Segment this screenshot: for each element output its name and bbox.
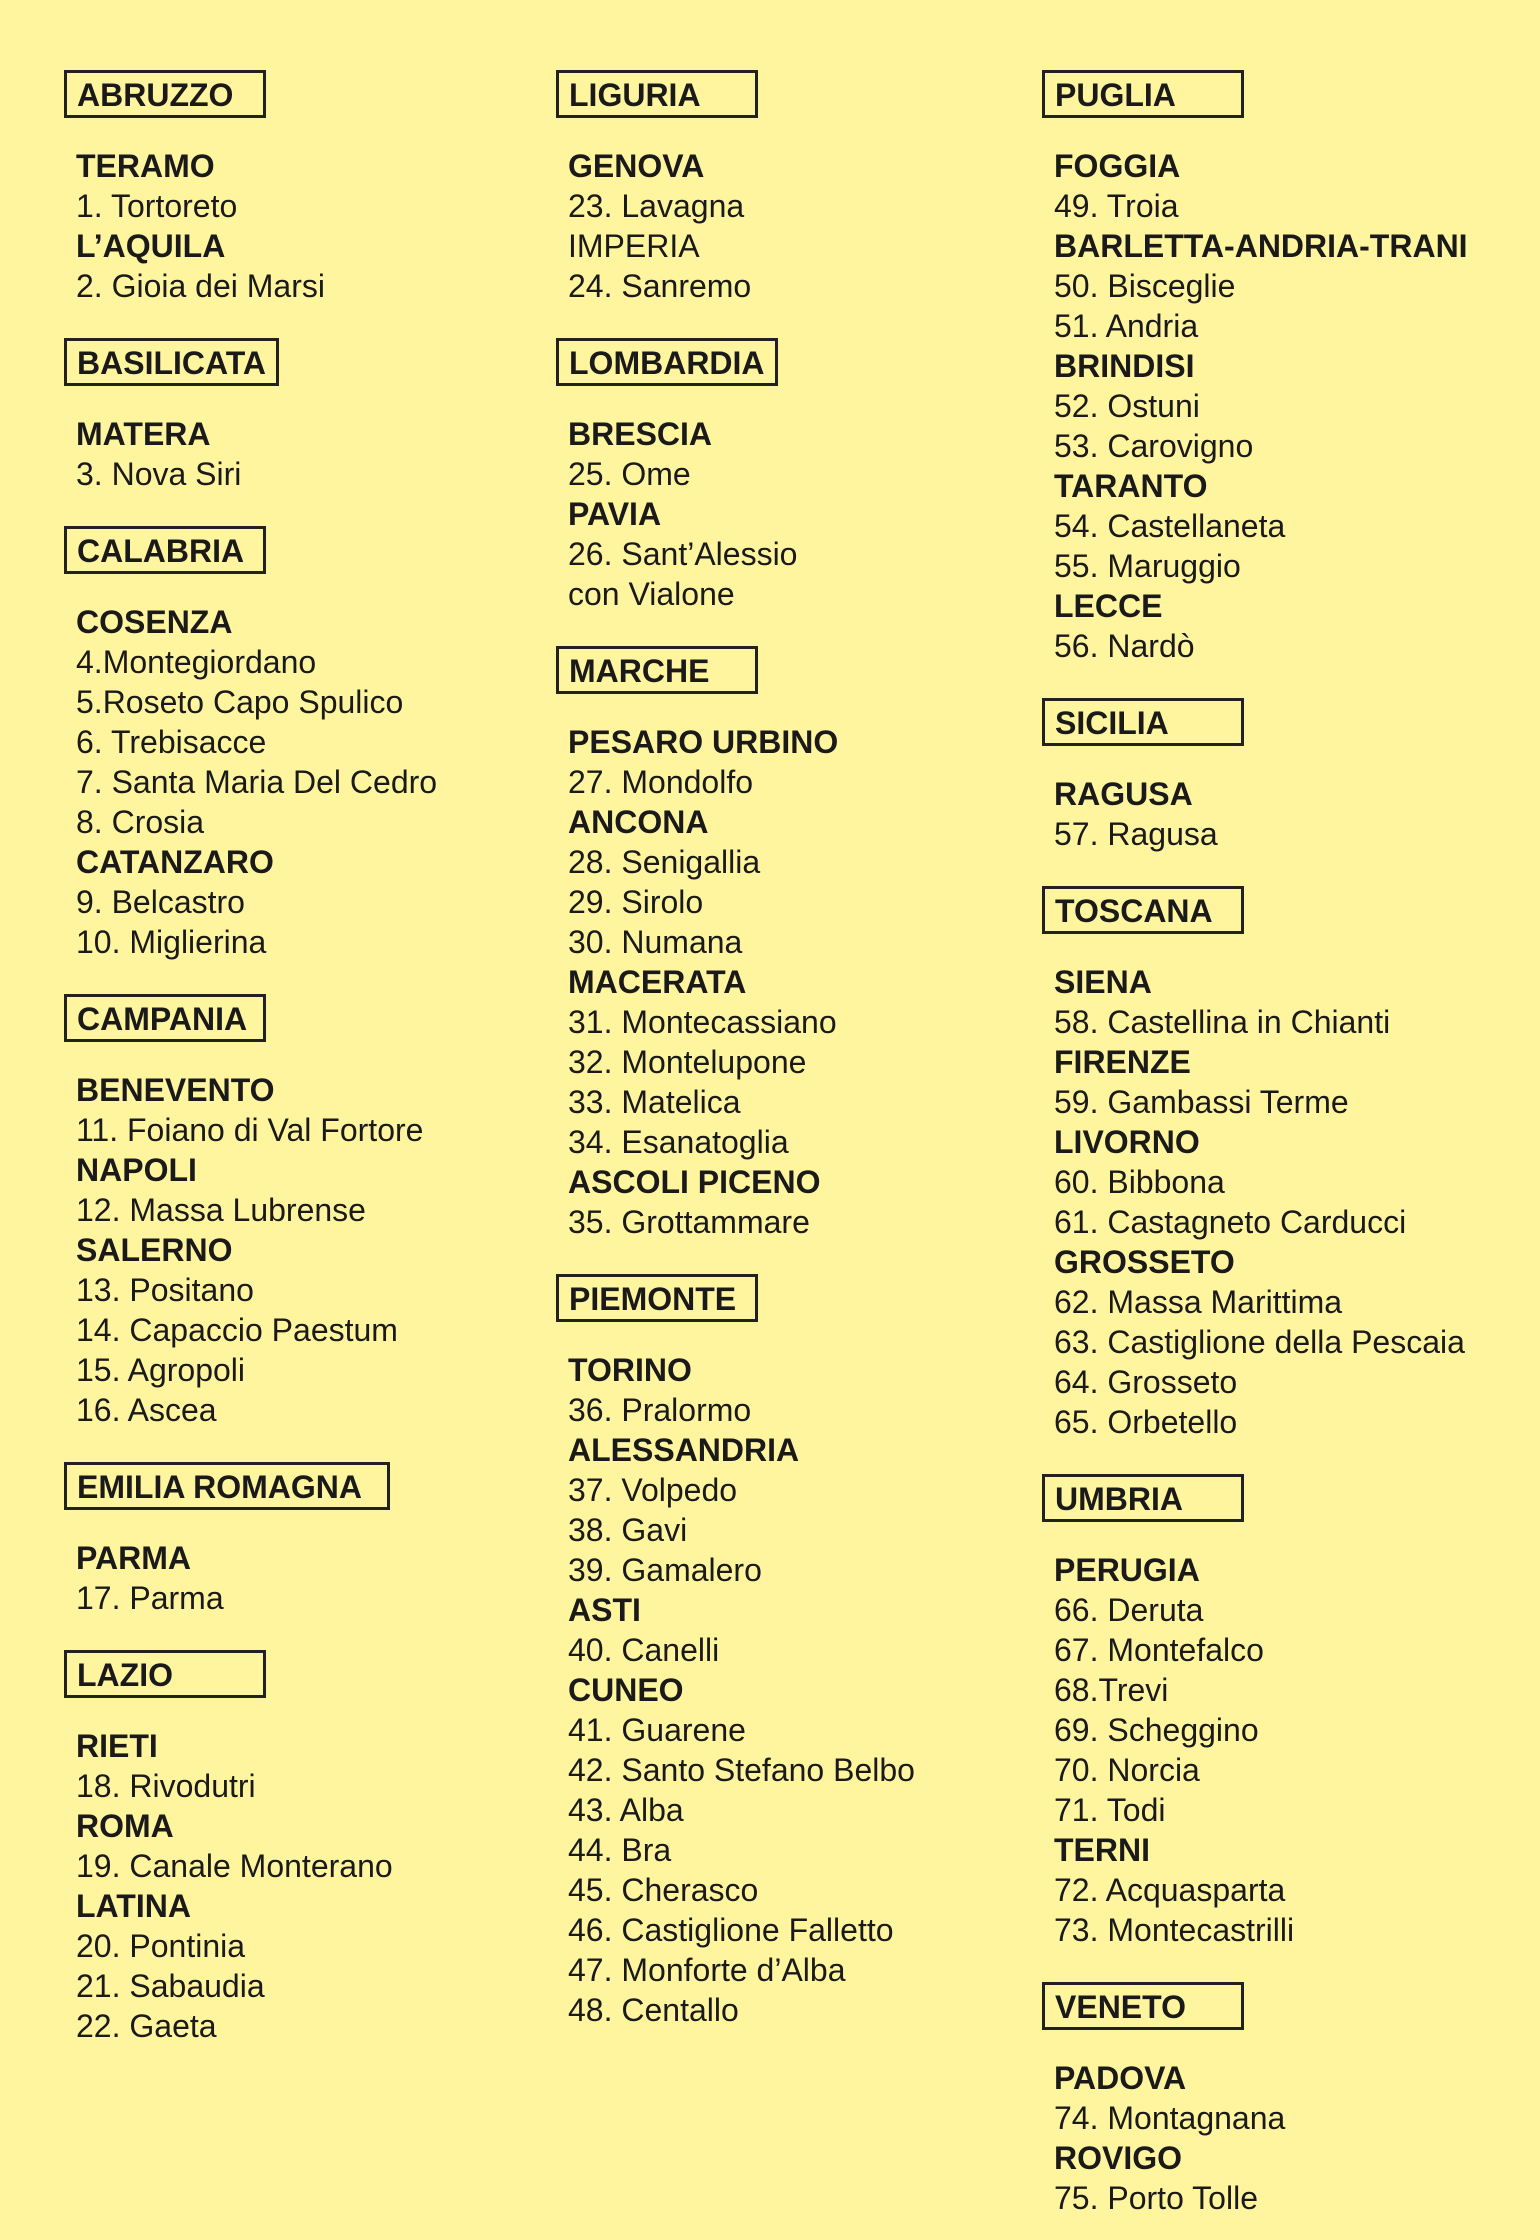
list-item: 6. Trebisacce <box>76 724 267 760</box>
region-lombardia <box>556 328 915 614</box>
region-heading: PIEMONTE <box>556 1274 758 1322</box>
list-item: 31. Montecassiano <box>568 1004 837 1040</box>
list-item: 18. Rivodutri <box>76 1768 256 1804</box>
list-item: 40. Canelli <box>568 1632 720 1668</box>
region-lazio <box>64 1640 437 2046</box>
list-item: 35. Grottammare <box>568 1204 810 1240</box>
province-heading: MATERA <box>76 416 211 452</box>
list-item: 9. Belcastro <box>76 884 245 920</box>
list-item: 5.Roseto Capo Spulico <box>76 684 404 720</box>
list-item: 14. Capaccio Paestum <box>76 1312 398 1348</box>
list-item: 8. Crosia <box>76 804 205 840</box>
list-item: 12. Massa Lubrense <box>76 1192 366 1228</box>
region-heading: BASILICATA <box>64 338 279 386</box>
province-heading: TERAMO <box>76 148 215 184</box>
column-right <box>1042 60 1468 2240</box>
region-toscana <box>1042 876 1468 1442</box>
list-item: 71. Todi <box>1054 1792 1166 1828</box>
column-left <box>64 60 437 2068</box>
province-heading: IMPERIA <box>568 228 700 264</box>
list-item: 49. Troia <box>1054 188 1179 224</box>
list-item: 54. Castellaneta <box>1054 508 1286 544</box>
province-heading: BENEVENTO <box>76 1072 275 1108</box>
list-item: 23. Lavagna <box>568 188 745 224</box>
province-heading: ROVIGO <box>1054 2140 1183 2176</box>
region-heading: UMBRIA <box>1042 1474 1244 1522</box>
province-heading: PESARO URBINO <box>568 724 839 760</box>
region-puglia <box>1042 60 1468 666</box>
list-item: 10. Miglierina <box>76 924 267 960</box>
province-heading: FIRENZE <box>1054 1044 1191 1080</box>
province-heading: BARLETTA-ANDRIA-TRANI <box>1054 228 1468 264</box>
list-item: 17. Parma <box>76 1580 224 1616</box>
region-marche <box>556 636 915 1242</box>
province-heading: SALERNO <box>76 1232 233 1268</box>
list-item: 19. Canale Monterano <box>76 1848 393 1884</box>
column-middle <box>556 60 915 2052</box>
region-heading: VENETO <box>1042 1982 1244 2030</box>
list-item: 30. Numana <box>568 924 743 960</box>
list-item: 24. Sanremo <box>568 268 752 304</box>
province-heading: ASCOLI PICENO <box>568 1164 821 1200</box>
region-liguria <box>556 60 915 306</box>
region-heading: EMILIA ROMAGNA <box>64 1462 390 1510</box>
list-item: 67. Montefalco <box>1054 1632 1264 1668</box>
list-item: 68.Trevi <box>1054 1672 1169 1708</box>
list-item: 20. Pontinia <box>76 1928 246 1964</box>
list-item: 28. Senigallia <box>568 844 761 880</box>
province-heading: RIETI <box>76 1728 158 1764</box>
province-heading: GROSSETO <box>1054 1244 1235 1280</box>
region-heading: ABRUZZO <box>64 70 266 118</box>
list-item: 69. Scheggino <box>1054 1712 1259 1748</box>
province-heading: TERNI <box>1054 1832 1150 1868</box>
region-heading: LOMBARDIA <box>556 338 778 386</box>
list-item: 27. Mondolfo <box>568 764 754 800</box>
list-item: 45. Cherasco <box>568 1872 759 1908</box>
list-item: 70. Norcia <box>1054 1752 1200 1788</box>
province-heading: CATANZARO <box>76 844 274 880</box>
list-item: 75. Porto Tolle <box>1054 2180 1258 2216</box>
province-heading: SIENA <box>1054 964 1152 1000</box>
province-heading: RAGUSA <box>1054 776 1193 812</box>
list-item: 1. Tortoreto <box>76 188 238 224</box>
list-item: 74. Montagnana <box>1054 2100 1286 2136</box>
list-item: con Vialone <box>568 576 735 612</box>
list-item: 25. Ome <box>568 456 691 492</box>
list-item: 53. Carovigno <box>1054 428 1254 464</box>
list-item: 47. Monforte d’Alba <box>568 1952 846 1988</box>
province-heading: CUNEO <box>568 1672 684 1708</box>
list-item: 13. Positano <box>76 1272 254 1308</box>
region-abruzzo <box>64 60 437 306</box>
list-item: 22. Gaeta <box>76 2008 217 2044</box>
province-heading: TORINO <box>568 1352 692 1388</box>
list-item: 52. Ostuni <box>1054 388 1200 424</box>
region-heading: TOSCANA <box>1042 886 1244 934</box>
region-piemonte <box>556 1264 915 2030</box>
list-item: 42. Santo Stefano Belbo <box>568 1752 915 1788</box>
list-item: 33. Matelica <box>568 1084 741 1120</box>
province-heading: COSENZA <box>76 604 233 640</box>
list-item: 48. Centallo <box>568 1992 739 2028</box>
region-umbria <box>1042 1464 1468 1950</box>
region-emilia-romagna <box>64 1452 437 1618</box>
region-heading: PUGLIA <box>1042 70 1244 118</box>
list-item: 60. Bibbona <box>1054 1164 1225 1200</box>
province-heading: LATINA <box>76 1888 191 1924</box>
list-item: 39. Gamalero <box>568 1552 762 1588</box>
region-heading: CAMPANIA <box>64 994 266 1042</box>
province-heading: NAPOLI <box>76 1152 197 1188</box>
list-item: 41. Guarene <box>568 1712 746 1748</box>
province-heading: LIVORNO <box>1054 1124 1200 1160</box>
region-basilicata <box>64 328 437 494</box>
region-heading: LIGURIA <box>556 70 758 118</box>
list-item: 55. Maruggio <box>1054 548 1241 584</box>
list-item: 15. Agropoli <box>76 1352 246 1388</box>
province-heading: LECCE <box>1054 588 1163 624</box>
list-item: 29. Sirolo <box>568 884 704 920</box>
list-item: 65. Orbetello <box>1054 1404 1238 1440</box>
list-item: 16. Ascea <box>76 1392 217 1428</box>
list-item: 62. Massa Marittima <box>1054 1284 1343 1320</box>
list-item: 61. Castagneto Carducci <box>1054 1204 1407 1240</box>
region-calabria <box>64 516 437 962</box>
list-item: 11. Foiano di Val Fortore <box>76 1112 424 1148</box>
list-item: 58. Castellina in Chianti <box>1054 1004 1391 1040</box>
province-heading: ALESSANDRIA <box>568 1432 800 1468</box>
list-item: 46. Castiglione Falletto <box>568 1912 894 1948</box>
list-item: 59. Gambassi Terme <box>1054 1084 1349 1120</box>
province-heading: PERUGIA <box>1054 1552 1200 1588</box>
list-item: 34. Esanatoglia <box>568 1124 789 1160</box>
province-heading: ROMA <box>76 1808 174 1844</box>
province-heading: BRINDISI <box>1054 348 1195 384</box>
region-veneto <box>1042 1972 1468 2218</box>
list-item: 7. Santa Maria Del Cedro <box>76 764 438 800</box>
list-item: 21. Sabaudia <box>76 1968 265 2004</box>
list-item: 63. Castiglione della Pescaia <box>1054 1324 1465 1360</box>
province-heading: BRESCIA <box>568 416 713 452</box>
list-item: 64. Grosseto <box>1054 1364 1238 1400</box>
province-heading: PAVIA <box>568 496 662 532</box>
list-item: 72. Acquasparta <box>1054 1872 1286 1908</box>
list-item: 43. Alba <box>568 1792 684 1828</box>
province-heading: PADOVA <box>1054 2060 1187 2096</box>
province-heading: FOGGIA <box>1054 148 1181 184</box>
region-heading: SICILIA <box>1042 698 1244 746</box>
province-heading: L’AQUILA <box>76 228 226 264</box>
province-heading: ANCONA <box>568 804 709 840</box>
region-heading: CALABRIA <box>64 526 266 574</box>
region-heading: LAZIO <box>64 1650 266 1698</box>
list-item: 50. Bisceglie <box>1054 268 1236 304</box>
list-item: 4.Montegiordano <box>76 644 317 680</box>
list-item: 73. Montecastrilli <box>1054 1912 1295 1948</box>
region-sicilia <box>1042 688 1468 854</box>
list-item: 66. Deruta <box>1054 1592 1204 1628</box>
region-heading: MARCHE <box>556 646 758 694</box>
province-heading: PARMA <box>76 1540 191 1576</box>
province-heading: ASTI <box>568 1592 641 1628</box>
list-item: 38. Gavi <box>568 1512 688 1548</box>
list-item: 37. Volpedo <box>568 1472 738 1508</box>
list-item: 3. Nova Siri <box>76 456 242 492</box>
list-item: 32. Montelupone <box>568 1044 807 1080</box>
list-item: 36. Pralormo <box>568 1392 752 1428</box>
list-item: 44. Bra <box>568 1832 672 1868</box>
province-heading: TARANTO <box>1054 468 1208 504</box>
list-item: 51. Andria <box>1054 308 1199 344</box>
list-item: 26. Sant’Alessio <box>568 536 798 572</box>
list-item: 2. Gioia dei Marsi <box>76 268 325 304</box>
province-heading: GENOVA <box>568 148 705 184</box>
province-heading: MACERATA <box>568 964 747 1000</box>
list-item: 57. Ragusa <box>1054 816 1218 852</box>
list-item: 56. Nardò <box>1054 628 1195 664</box>
region-campania <box>64 984 437 1430</box>
